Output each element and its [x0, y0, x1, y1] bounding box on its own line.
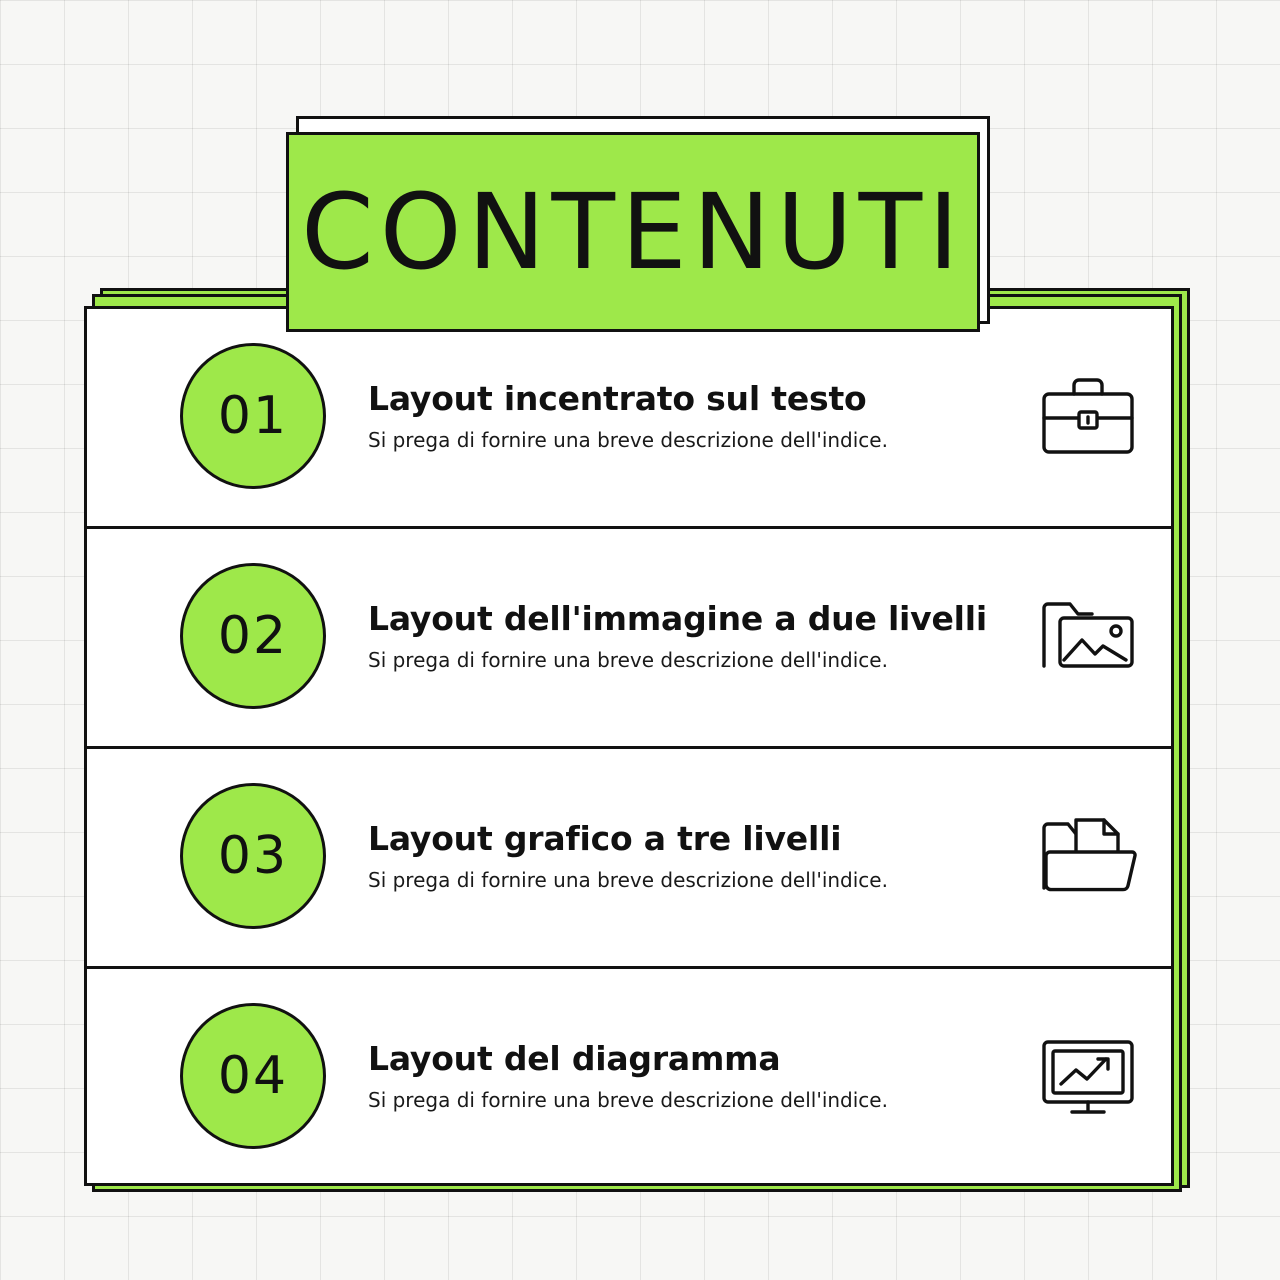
image-folder-icon	[1028, 581, 1148, 691]
list-item[interactable]	[84, 746, 1174, 966]
item-number-badge: 02	[180, 563, 326, 709]
item-title: Layout del diagramma	[368, 1039, 781, 1079]
item-description: Si prega di fornire una breve descrizione dell'indice.	[368, 867, 888, 892]
list-item[interactable]	[84, 306, 1174, 526]
item-title: Layout grafico a tre livelli	[368, 819, 842, 859]
item-title: Layout dell'immagine a due livelli	[368, 599, 987, 639]
item-text-block	[326, 1040, 1028, 1112]
content-list	[84, 306, 1174, 1186]
item-title: Layout incentrato sul testo	[368, 379, 867, 419]
item-description: Si prega di fornire una breve descrizione dell'indice.	[368, 427, 888, 452]
item-text-block	[326, 600, 1028, 672]
list-item[interactable]	[84, 526, 1174, 746]
briefcase-icon	[1028, 361, 1148, 471]
item-description: Si prega di fornire una breve descrizione dell'indice.	[368, 647, 888, 672]
item-text-block	[326, 820, 1028, 892]
item-number-badge: 03	[180, 783, 326, 929]
page-title: CONTENUTI	[301, 171, 965, 293]
item-description: Si prega di fornire una breve descrizione dell'indice.	[368, 1087, 888, 1112]
document-folder-icon	[1028, 801, 1148, 911]
title-banner	[286, 132, 980, 332]
item-number-badge: 01	[180, 343, 326, 489]
monitor-chart-icon	[1028, 1021, 1148, 1131]
list-item[interactable]	[84, 966, 1174, 1186]
item-number-badge: 04	[180, 1003, 326, 1149]
item-text-block	[326, 380, 1028, 452]
